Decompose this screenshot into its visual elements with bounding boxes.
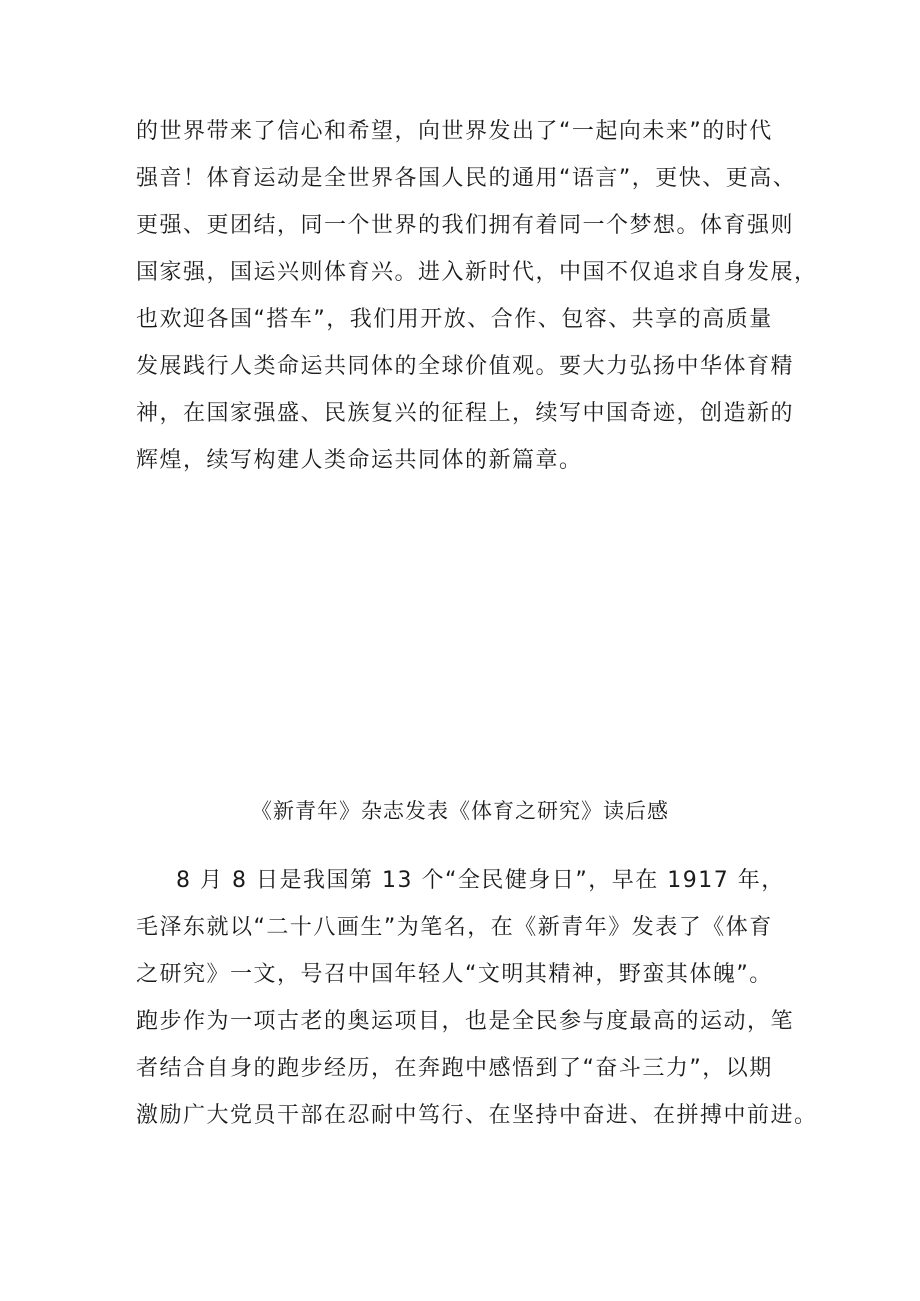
- text-line: 国家强，国运兴则体育兴。进入新时代，中国不仅追求自身发展，: [136, 260, 818, 285]
- paragraph-intro: [136, 857, 818, 1139]
- text-line: 激励广大党员干部在忍耐中笃行、在坚持中奋进、在拼搏中前进。: [136, 1103, 818, 1128]
- text-line: 也欢迎各国“搭车”，我们用开放、合作、包容、共享的高质量: [136, 307, 773, 332]
- paragraph-continuation: [136, 108, 818, 484]
- text-line: 发展践行人类命运共同体的全球价值观。要大力弘扬中华体育精: [136, 354, 795, 379]
- text-line: 8 月 8 日是我国第 13 个“全民健身日”，早在 1917 年，: [176, 868, 785, 893]
- text-line: 毛泽东就以“二十八画生”为笔名，在《新青年》发表了《体育: [136, 915, 773, 940]
- article-title: 《新青年》杂志发表《体育之研究》读后感: [251, 799, 669, 823]
- text-line: 的世界带来了信心和希望，向世界发出了“一起向未来”的时代: [136, 119, 773, 144]
- text-line: 者结合自身的跑步经历，在奔跑中感悟到了“奋斗三力”，以期: [136, 1056, 773, 1081]
- text-line: 神，在国家强盛、民族复兴的征程上，续写中国奇迹，创造新的: [136, 401, 795, 426]
- text-line: 之研究》一文，号召中国年轻人“文明其精神，野蛮其体魄”。: [136, 962, 773, 987]
- text-line: 跑步作为一项古老的奥运项目，也是全民参与度最高的运动，笔: [136, 1009, 795, 1034]
- text-line: 辉煌，续写构建人类命运共同体的新篇章。: [136, 448, 583, 473]
- text-line: 强音！体育运动是全世界各国人民的通用“语言”，更快、更高、: [136, 166, 797, 191]
- text-line: 更强、更团结，同一个世界的我们拥有着同一个梦想。体育强则: [136, 213, 795, 238]
